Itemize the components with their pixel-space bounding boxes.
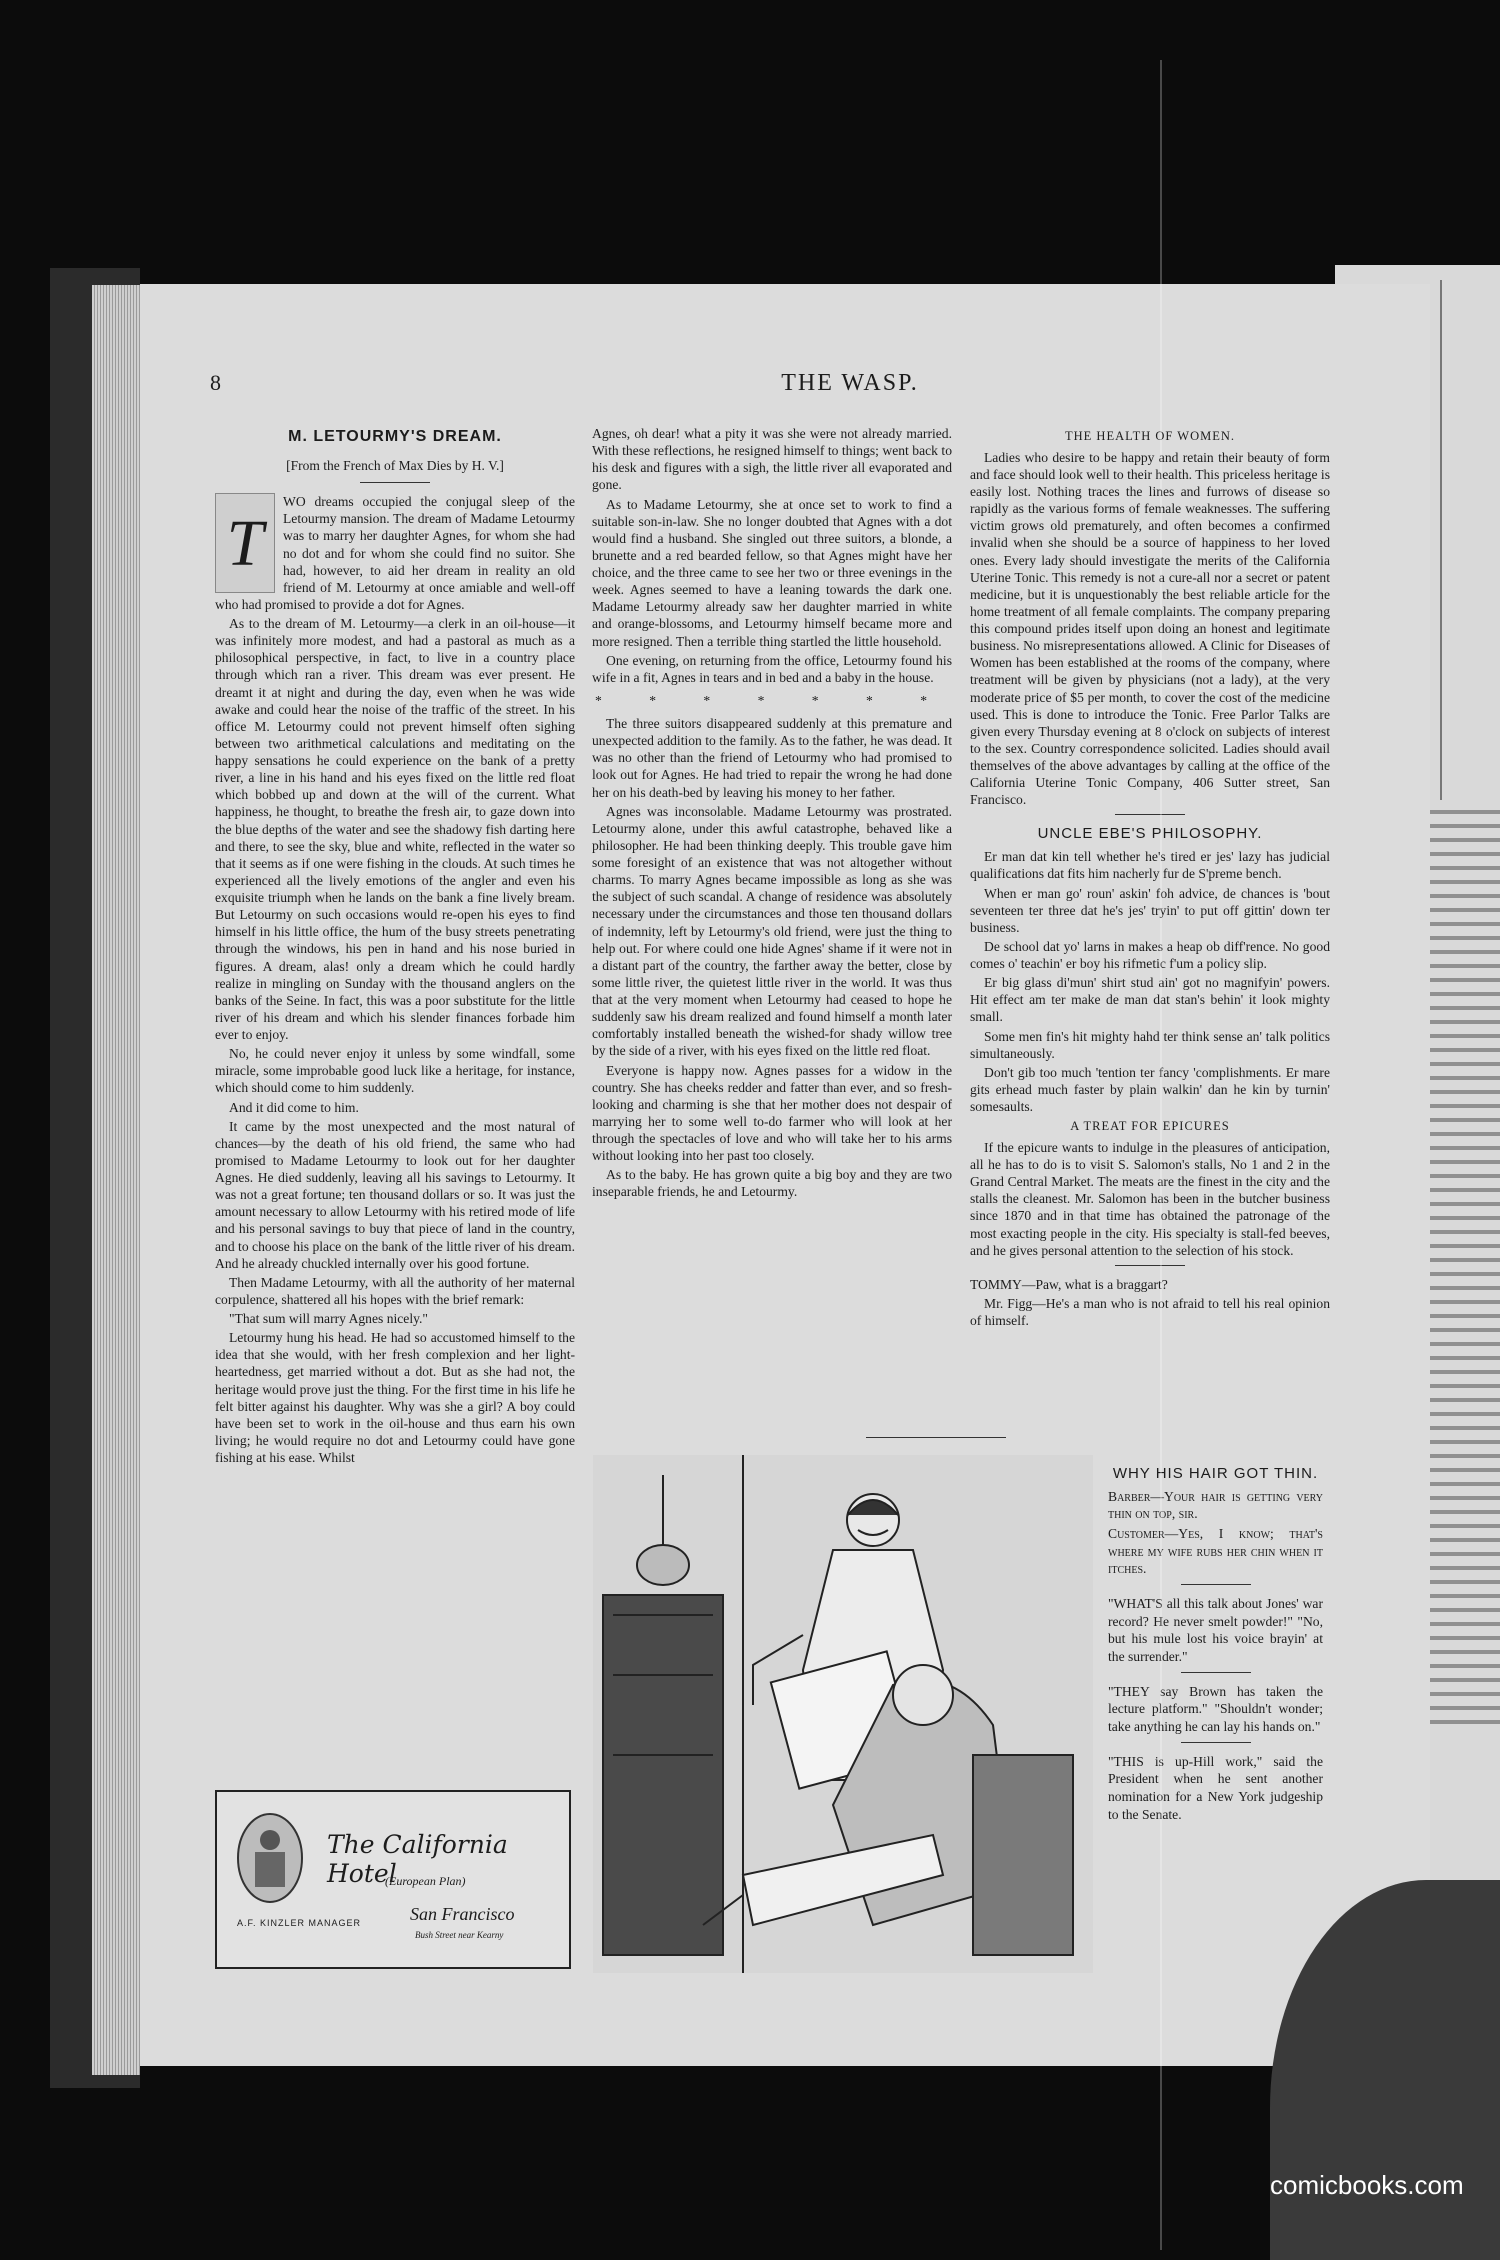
ebe-paragraph: Some men fin's hit mighty hahd ter think sense an' talk politics simultaneously.: [970, 1028, 1330, 1061]
hair-column: [1108, 1458, 1323, 1825]
story-paragraph: As to Madame Letourmy, she at once set to work to find a suitable son-in-law. She no longer doubted that Agnes with a dot would find a husband. She singled out three suitors, a blonde, a brunette and a red bearded fellow, so that Agnes might have her choice, and the three came to see her two or three evenings in the week. Agnes seemed to have a leaning towards the dark one. Madame Letourmy already saw her daughter married in white and orange-blossoms, and Letourmy himself became more and more resigned. Then a terrible thing startled the little household.: [592, 496, 952, 649]
tommy-answer: Mr. Figg—He's a man who is not afraid to tell his real opinion of himself.: [970, 1295, 1330, 1329]
story-paragraph: It came by the most unexpected and the most natural of chances—by the death of his old friend, the same who had promised to Madame Letourmy to look out for her daughter Agnes. He died suddenly, leaving all his savings to Letourmy. It was not a great fortune; ten thousand dollars or so. It was just the amount necessary to allow Letourmy with his retired mode of life and his personal savings to buy that piece of land in the country, and to choose his place on the bank of the little river of his dream. And he already chuckled internally over his good fortune.: [215, 1118, 575, 1271]
column-1: [215, 425, 575, 1468]
story-paragraph: Agnes, oh dear! what a pity it was she were not already married. With these reflections, he resigned himself to things; went back to his desk and figures with a sigh, the little river all evaporated and gone.: [592, 426, 952, 493]
ebe-paragraph: De school dat yo' larns in makes a heap ob diff'rence. No good comes o' teachin' er boy his rifmetic f'um a policy slip.: [970, 938, 1330, 972]
divider: [1181, 1584, 1251, 1585]
drop-cap: T: [215, 493, 275, 593]
story-title: M. LETOURMY'S DREAM.: [288, 428, 502, 445]
story-paragraph: "That sum will marry Agnes nicely.": [229, 1311, 428, 1327]
divider: [1181, 1672, 1251, 1673]
joke: "THEY say Brown has taken the lecture platform." "Shouldn't wonder; take anything he can lay his hands on.": [1108, 1683, 1323, 1734]
tommy-question: TOMMY—Paw, what is a braggart?: [970, 1276, 1168, 1292]
ebe-paragraph: Don't gib too much 'tention ter fancy 'complishments. Er mare gits erhead much faster by plain walkin' dan he kin by turnin' somesaults.: [970, 1064, 1330, 1115]
watermark: comicbooks.com: [1270, 2170, 1464, 2200]
story-paragraph: As to the dream of M. Letourmy—a clerk in an oil-house—it was infinitely more modest, and had a pastoral as much as a philosophical perspective, in fact, to live in a country place through which ran a river. This dream was ever present. He dreamt it at night and during the day, even when he was wide awake and could hear the noise of the traffic of the street. In his office M. Letourmy could not prevent himself often sighing between two arithmetical calculations and meditating on the happy sensations he could experience on the bank of a pretty river, a line in his hand and his eyes fixed on the little red float which bobbed up and down at the will of the current. What happiness, he thought, to breathe the fresh air, to gaze down into the blue depths of the water and see the shadowy fish darting here and there, to see the sky, blue and white, reflected in the water so that it seems as if one were fishing in the clouds. At such times he experienced all the lively emotions of the angler and even his exquisite triumph when he lands on the bank a fine lively bream. But Letourmy on such occasions would re-open his eyes to find himself in his little office, the hum of the busy streets penetrating through the windows, his pen in hand and his nose buried in figures. A dream, alas! only a dream which he could hardly realize in mingling on Sunday with the thousand anglers on the banks of the Seine. In fact, this was a poor substitute for the little river of his dream and which his slender finances forbade him ever to enjoy.: [215, 616, 575, 1043]
story-paragraph: The three suitors disappeared suddenly at this premature and unexpected addition to the family. As to the father, he was dead. It was no other than the friend of Letourmy who had promised to look out for Agnes. He had tried to repair the wrong he had done her on his death-bed by leaving his money to her father.: [592, 716, 952, 800]
hotel-name: The California Hotel: [327, 1830, 508, 1888]
column-2: [592, 425, 952, 1203]
story-paragraph: Agnes was inconsolable. Madame Letourmy was prostrated. Letourmy alone, under this awful catastrophe, behaved like a philosopher. He had been thinking deeply. This trouble gave him some foresight of an existence that was not altogether without charms. To marry Agnes became impossible as long as she was the subject of such scandal. A change of residence was absolutely necessary under the circumstances and those ten thousand dollars of indemnity, left by Letourmy's old friend, were just the thing to help out. For where could one hide Agnes' shame if it were not in a distant part of the country, the farther away the better, close by some little river, the quietest little river in the world. It was thus that at the very moment when Letourmy had ceased to hope he suddenly saw his dream realized and found himself a month later comfortably installed beneath the wished-for shady willow tree by the side of a river, with his eyes fixed on the little red float.: [592, 803, 952, 1059]
page-number: 8: [210, 370, 221, 395]
ebe-title: UNCLE EBE'S PHILOSOPHY.: [1037, 825, 1263, 843]
divider: [1181, 1742, 1251, 1743]
hotel-manager: A.F. KINZLER MANAGER: [237, 1918, 362, 1928]
hotel-city: San Francisco: [410, 1904, 515, 1924]
divider: [1115, 814, 1185, 815]
column-3: [970, 425, 1330, 1331]
story-paragraph: One evening, on returning from the office, Letourmy found his wife in a fit, Agnes in tears and in bed and a baby in the house.: [592, 652, 952, 685]
masthead: THE WASP.: [781, 370, 919, 396]
story-paragraph: And it did come to him.: [229, 1099, 359, 1115]
hotel-plan: (European Plan): [385, 1874, 466, 1888]
story-paragraph: WO dreams occupied the conjugal sleep of the Letourmy mansion. The dream of Madame Letourmy was to marry her daughter Agnes, for whom she had no dot and for whom she could find no suitor. She had, however, to aid her dream in reality an old friend of M. Letourmy at once amiable and well-off who had promised to provide a dot for Agnes.: [215, 494, 575, 612]
epicure-title: A TREAT FOR EPICURES: [1070, 1119, 1230, 1134]
hair-paragraph: Customer—Yes, I know; that's where my wife rubs her chin when it itches.: [1108, 1525, 1323, 1577]
illustration-barber-scene: [593, 1455, 1093, 1973]
ebe-paragraph: Er big glass di'mun' shirt stud ain' got no magnifyin' powers. Hit effect am ter make de man dat stan's behin' it look mighty small.: [970, 975, 1330, 1025]
health-text: Ladies who desire to be happy and retain their beauty of form and face should look well to their health. This priceless heritage is easily lost. Nothing traces the lines and furrows of disease so rapidly as the various forms of female weaknesses. The suffering victim grows old prematurely, and often becomes a confirmed invalid when she should be a source of happiness to her loved ones. Every lady should investigate the merits of the California Uterine Tonic. This remedy is not a cure-all nor a secret or patent medicine, but it is unquestionably the best reliable article for the home treatment of all female complaints. The company preparing this compound prides itself upon doing an honest and legitimate business. No misrepresentations allowed. A Clinic for Diseases of Women has been established at the rooms of the company, where treatment will be given by physicians (not a lady), at the very moderate price of $5 per month, to cover the cost of the medicine used. This is done to introduce the Tonic. Free Parlor Talks are given every Thursday evening at 8 o'clock on subjects of interest to the sex. Country correspondence solicited. Ladies should avail themselves of the above advantages by calling at the office of the California Uterine Tonic Company, 406 Sutter street, San Francisco.: [970, 449, 1330, 808]
story-paragraph: As to the baby. He has grown quite a big boy and they are two inseparable friends, he and Letourmy.: [592, 1167, 952, 1200]
hair-title: WHY HIS HAIR GOT THIN.: [1112, 1465, 1319, 1482]
page-edges: [92, 285, 140, 2075]
story-paragraph: Letourmy hung his head. He had so accustomed himself to the idea that she would, with her fresh complexion and her light-heartedness, get married without a dot. But as she had not, the heritage would prove just the thing. For the first time in his life he felt bitter against his daughter. Why was she a girl? A boy could have been set to work in the oil-house and thus earn his own living; he would require no dot and Letourmy could have gone fishing at his ease. Whilst: [215, 1330, 575, 1466]
story-paragraph: Everyone is happy now. Agnes passes for a widow in the country. She has cheeks redder and fatter than ever, and so fresh-looking and charming is she that her mother does not despair of marrying her to some well to-do farmer who will look at her through the spectacles of love and who will take her to his arms without looking into her past too closely.: [592, 1062, 952, 1164]
epicure-text: If the epicure wants to indulge in the pleasures of anticipation, all he has to do is to visit S. Salomon's stalls, No 1 and 2 in the Grand Central Market. The meats are the finest in the city and the stalls the cleanest. Mr. Salomon has been in the butcher business since 1870 and in that time has obtained the patronage of the most exacting people in the city. His specialty is stall-fed beeves, and he gives personal attention to the selection of his stock.: [970, 1139, 1330, 1258]
hotel-advertisement: [215, 1790, 571, 1969]
story-paragraph: Then Madame Letourmy, with all the authority of her maternal corpulence, shattered all his hopes with the brief remark:: [215, 1274, 575, 1307]
section-stars: * * * * * * *: [595, 692, 949, 708]
glare-line: [1160, 60, 1162, 2250]
joke: "THIS is up-Hill work," said the President when he sent another nomination for a New York judgeship to the Senate.: [1108, 1753, 1323, 1822]
story-source: [From the French of Max Dies by H. V.]: [286, 458, 504, 474]
hair-paragraph: Barber—Your hair is getting very thin on top, sir.: [1108, 1488, 1323, 1522]
facing-page-drawing: [1440, 280, 1500, 800]
divider: [360, 482, 430, 483]
hotel-seal-icon: [235, 1810, 305, 1905]
ebe-paragraph: When er man go' roun' askin' foh advice, de chances is 'bout seventeen ter three dat he's jes' tryin' to put off gittin' down ter business.: [970, 885, 1330, 935]
divider: [1115, 1265, 1185, 1266]
ebe-paragraph: Er man dat kin tell whether he's tired er jes' lazy has judicial qualifications dat fits him nacherly fur de S'preme bench.: [970, 849, 1330, 882]
joke: "WHAT'S all this talk about Jones' war record? He never smelt powder!" "No, but his mule lost his voice brayin' at the surrender.": [1108, 1595, 1323, 1664]
story-paragraph: No, he could never enjoy it unless by some windfall, some miracle, some improbable good luck like a heritage, for instance, which should come to him suddenly.: [215, 1046, 575, 1096]
divider: [866, 1437, 1006, 1438]
health-title: THE HEALTH OF WOMEN.: [1065, 429, 1235, 443]
hotel-address: Bush Street near Kearny: [415, 1930, 504, 1940]
